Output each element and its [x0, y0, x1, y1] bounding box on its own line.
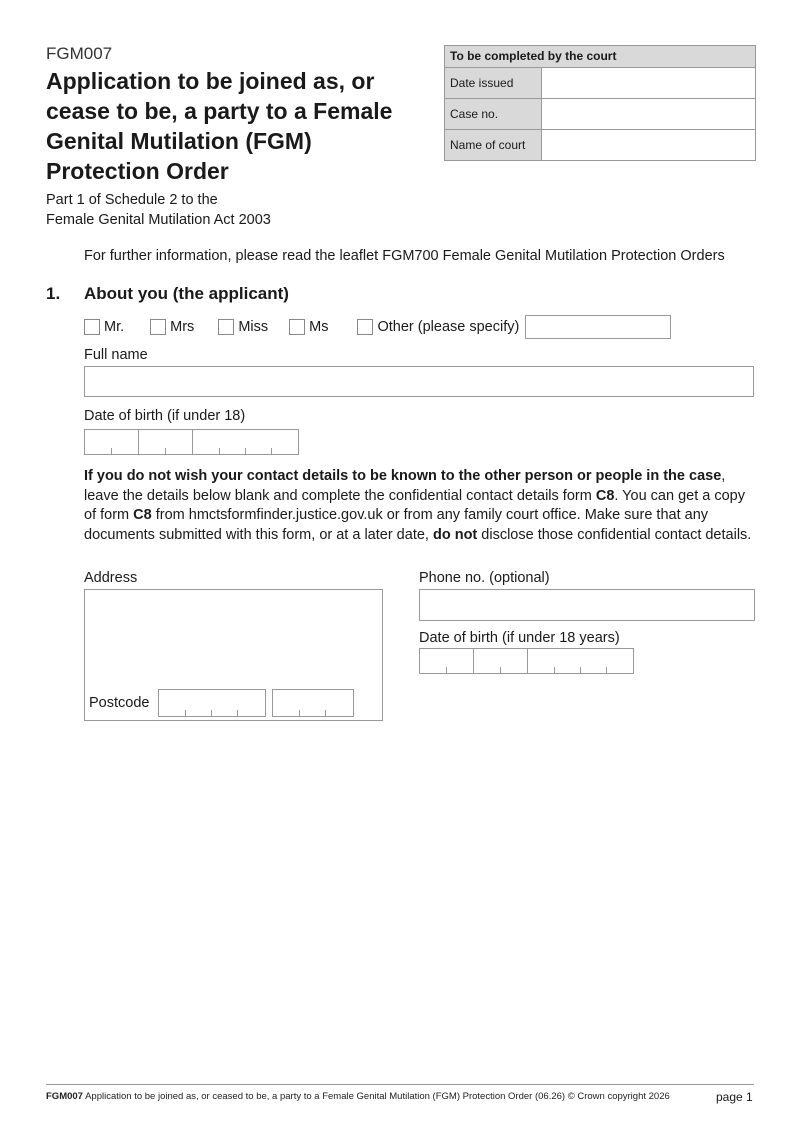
name-of-court-field — [542, 130, 755, 160]
footer-divider — [46, 1084, 754, 1085]
court-row-case-no — [445, 99, 755, 130]
phone-label: Phone no. (optional) — [419, 570, 550, 586]
title-option-miss[interactable] — [218, 319, 268, 335]
notice-text: , leave the details below blank and complete the confidential contact details form — [84, 468, 726, 504]
date-issued-field — [542, 68, 755, 98]
footer-code: FGM007 — [46, 1091, 83, 1102]
dob2-month-field[interactable] — [473, 648, 528, 674]
dob2-day-field[interactable] — [419, 648, 474, 674]
case-no-field — [542, 99, 755, 129]
postcode-field-part1[interactable] — [158, 689, 266, 717]
dob2-label: Date of birth (if under 18 years) — [419, 630, 620, 646]
form-ref: C8 — [133, 507, 152, 523]
notice-text: . You can get a copy of form — [84, 487, 745, 523]
form-code: FGM007 — [46, 44, 113, 63]
page-number: page 1 — [716, 1090, 753, 1104]
form-ref: C8 — [595, 487, 615, 504]
phone-field[interactable] — [419, 589, 755, 621]
dob-year-field[interactable] — [192, 429, 299, 455]
other-title-input[interactable] — [525, 315, 671, 339]
court-label: Case no. — [445, 99, 542, 129]
dob-label: Date of birth (if under 18) — [84, 408, 246, 424]
court-use-box — [444, 45, 756, 161]
notice-bold: If you do not wish your contact details to be known to the other person or people in the case — [84, 468, 722, 484]
full-name-field[interactable] — [84, 366, 754, 397]
checkbox-label: Miss — [238, 319, 269, 335]
subtitle-line-1: Part 1 of Schedule 2 to the — [46, 192, 218, 208]
checkbox[interactable] — [218, 319, 234, 335]
dob2-year-field[interactable] — [527, 648, 634, 674]
court-box-heading: To be completed by the court — [445, 46, 755, 68]
full-name-label: Full name — [84, 347, 148, 363]
title-option-ms[interactable] — [289, 319, 328, 335]
title-option-mr[interactable] — [84, 319, 124, 335]
court-label: Date issued — [445, 68, 542, 98]
dob-day-field[interactable] — [84, 429, 139, 455]
subtitle-line-2: Female Genital Mutilation Act 2003 — [46, 212, 271, 228]
title-checkboxes — [84, 315, 671, 339]
page-title: Application to be joined as, or cease to be, a party to a Female Genital Mutilation (FGM) Protection Order — [46, 68, 393, 184]
footer-text — [46, 1091, 670, 1102]
title-option-other[interactable] — [357, 319, 519, 335]
court-row-date-issued — [445, 68, 755, 99]
postcode-label: Postcode — [89, 695, 150, 711]
notice-text: disclose those confidential contact details. — [477, 526, 752, 543]
court-label: Name of court — [445, 130, 542, 160]
title-option-mrs[interactable] — [150, 319, 194, 335]
confidentiality-notice — [84, 467, 754, 545]
checkbox[interactable] — [289, 319, 305, 335]
info-text: For further information, please read the leaflet FGM700 Female Genital Mutilation Protection Orders — [84, 248, 725, 264]
section-number: 1. — [46, 284, 61, 303]
notice-text: from hmctsformfinder.justice.gov.uk or from any family court office. Make sure that any documents submitted with this form, or at a later date, — [84, 507, 709, 543]
footer-description: Application to be joined as, or ceased to be, a party to a Female Genital Mutilation (FGM) Protection Order (06.26) © Crown copyright 2026 — [82, 1091, 670, 1102]
checkbox-label: Ms — [309, 319, 329, 335]
notice-emphasis: do not — [432, 526, 478, 543]
address-label: Address — [84, 570, 138, 586]
dob-field — [84, 429, 298, 455]
checkbox[interactable] — [357, 319, 373, 335]
court-row-name-of-court — [445, 130, 755, 160]
dob2-field — [419, 648, 633, 674]
postcode-field-part2[interactable] — [272, 689, 354, 717]
checkbox[interactable] — [84, 319, 100, 335]
checkbox-label: Mrs — [170, 319, 195, 335]
checkbox[interactable] — [150, 319, 166, 335]
checkbox-label: Mr. — [104, 319, 125, 335]
checkbox-label: Other (please specify) — [377, 319, 520, 335]
dob-month-field[interactable] — [138, 429, 193, 455]
subtitle — [46, 190, 271, 230]
section-title: About you (the applicant) — [84, 284, 289, 303]
